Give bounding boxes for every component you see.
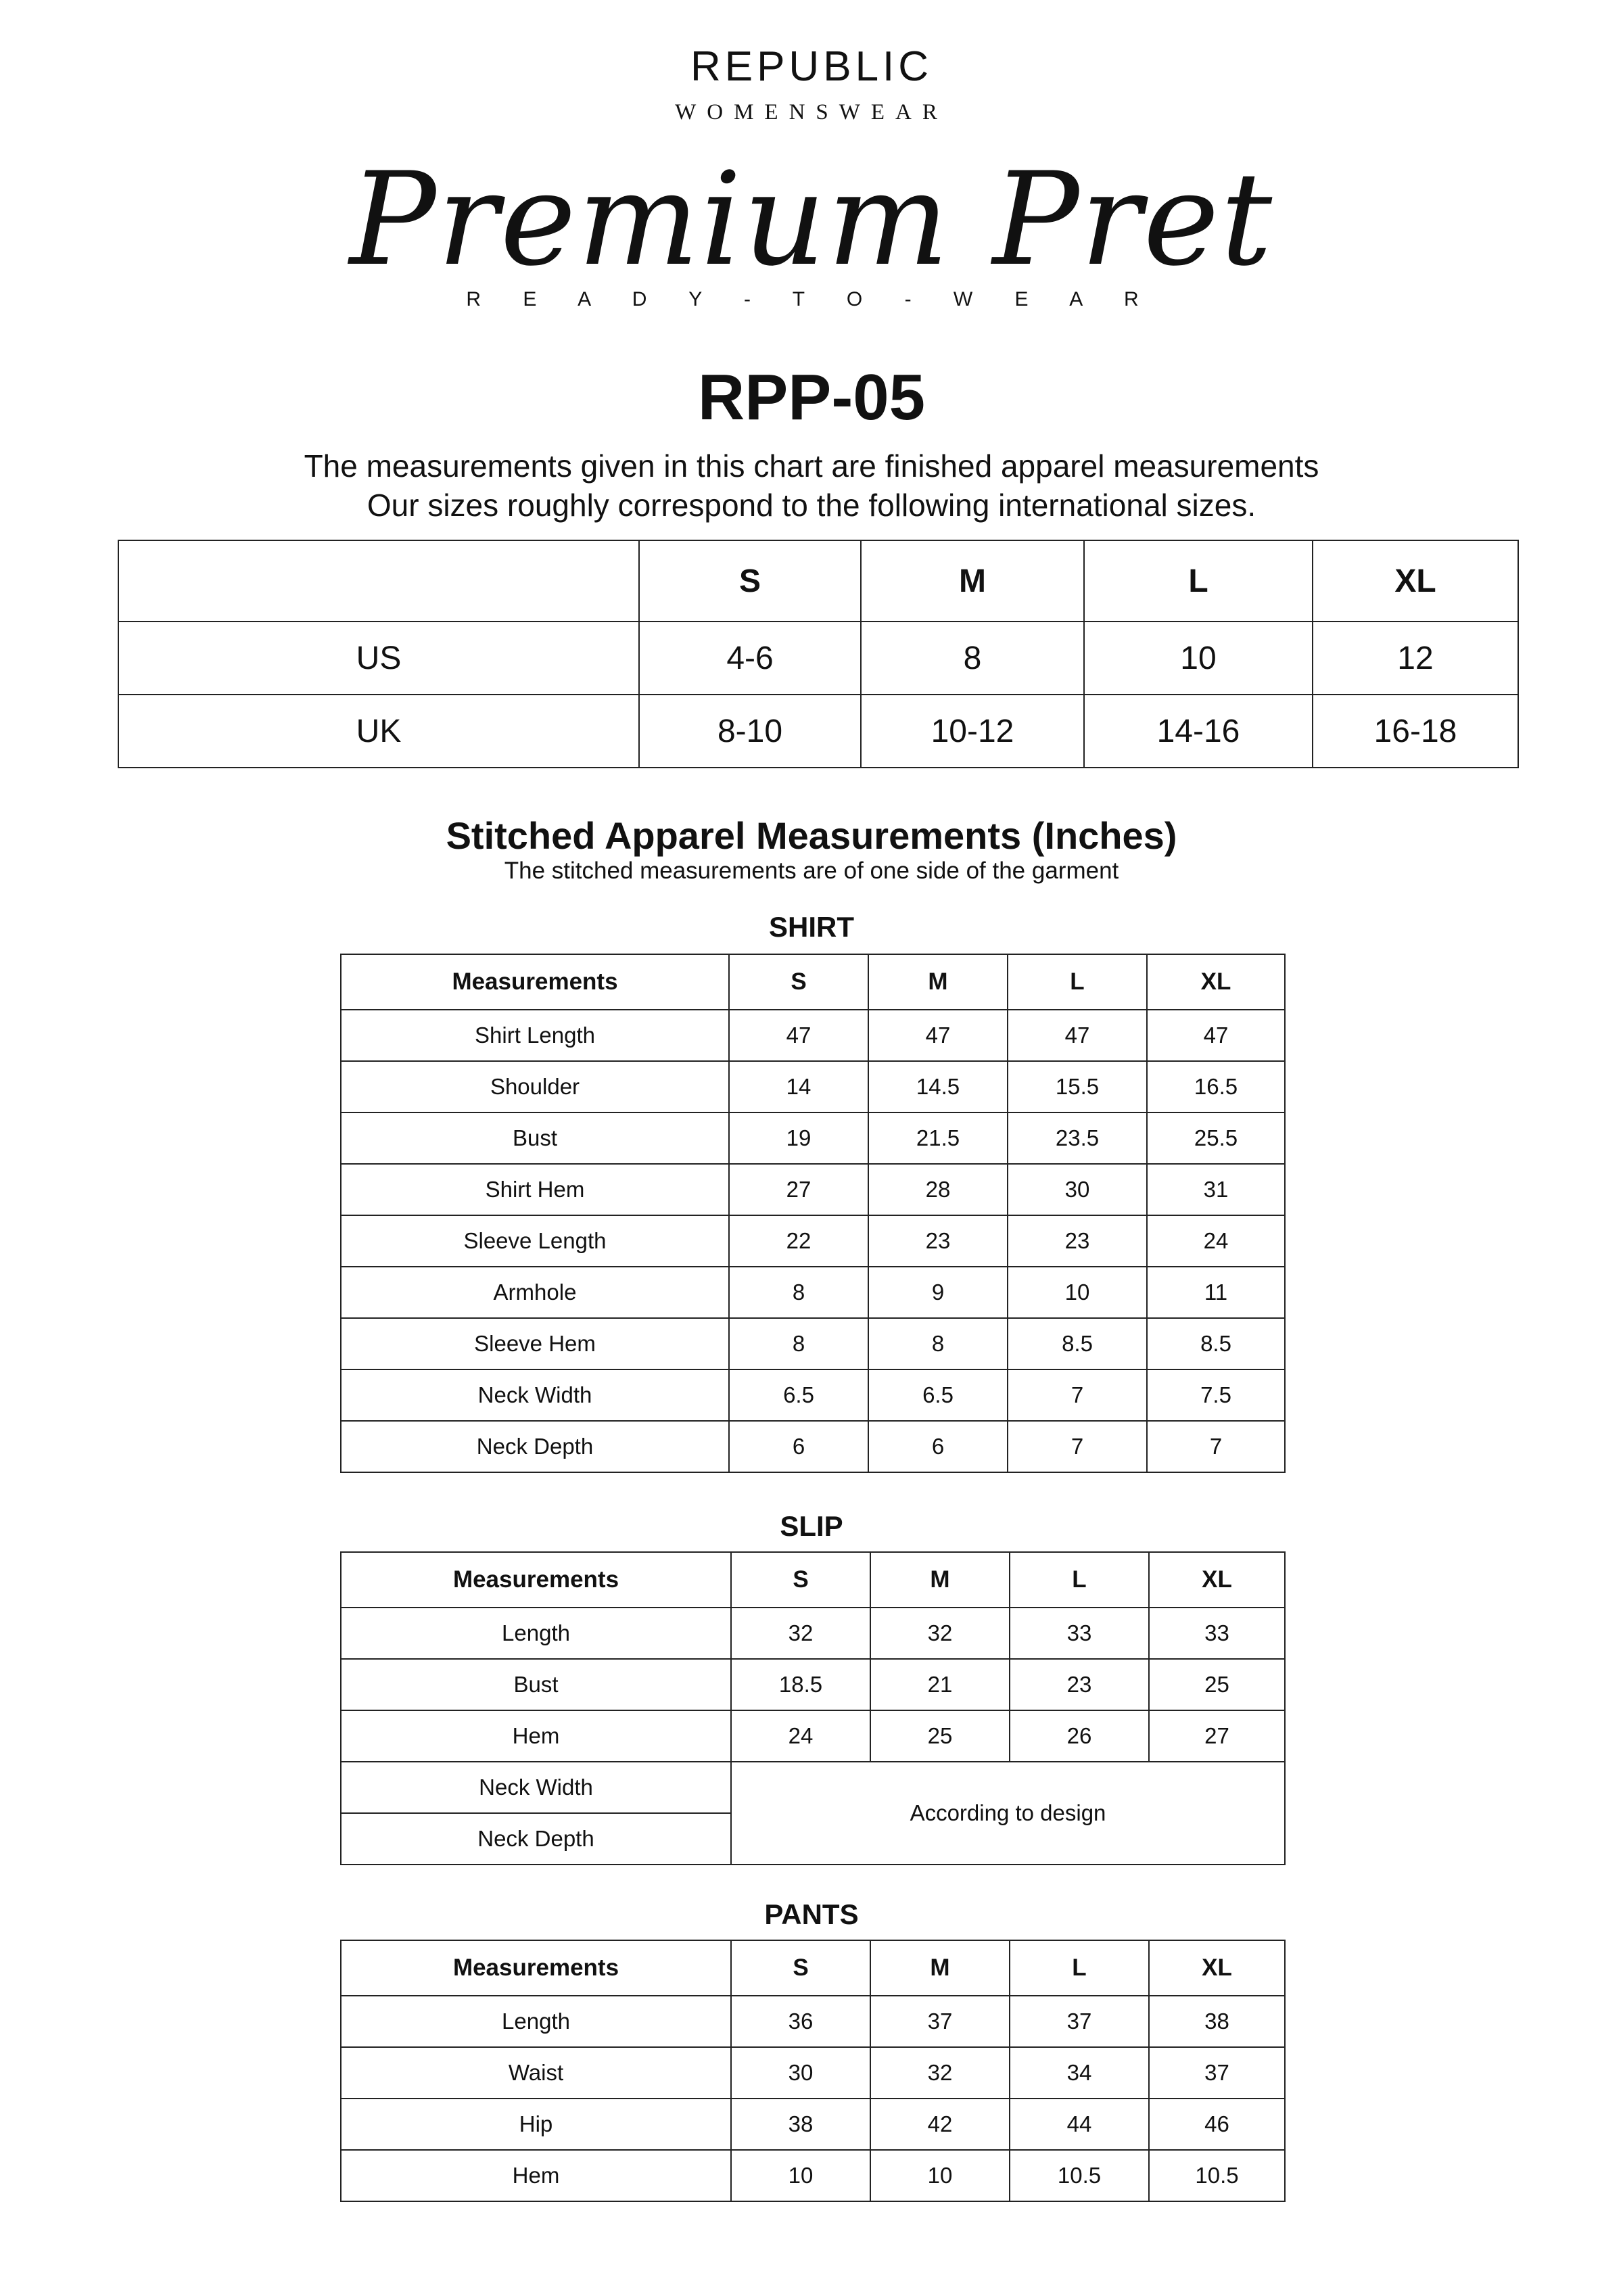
table-row: [341, 2150, 1285, 2201]
table-cell: 24: [1147, 1215, 1285, 1267]
table-cell: 37: [1149, 2047, 1285, 2099]
table-cell: 16.5: [1147, 1061, 1285, 1112]
table-cell: 8: [861, 622, 1084, 695]
table-header-row: [118, 540, 1518, 622]
stitched-subtitle: The stitched measurements are of one side of the garment: [504, 858, 1119, 884]
table-row: [341, 1267, 1285, 1318]
table-cell: 7: [1008, 1421, 1147, 1472]
row-label: Hem: [341, 1710, 731, 1762]
header-cell: XL: [1313, 540, 1518, 622]
table-cell: 18.5: [731, 1659, 870, 1710]
table-cell: 26: [1010, 1710, 1149, 1762]
table-cell: 31: [1147, 1164, 1285, 1215]
brand-tagline: WOMENSWEAR: [675, 100, 948, 124]
row-label: Shoulder: [341, 1061, 729, 1112]
stitched-title: Stitched Apparel Measurements (Inches): [446, 814, 1177, 857]
table-cell: 32: [731, 1608, 870, 1659]
table-cell: 47: [729, 1010, 868, 1061]
table-cell: 25.5: [1147, 1112, 1285, 1164]
table-row: [341, 1061, 1285, 1112]
table-cell: 4-6: [639, 622, 861, 695]
table-cell: 12: [1313, 622, 1518, 695]
table-cell: 7.5: [1147, 1369, 1285, 1421]
row-label: Length: [341, 1608, 731, 1659]
table-header-row: [341, 1552, 1285, 1608]
table-cell: 38: [731, 2099, 870, 2150]
table-cell: 21: [870, 1659, 1010, 1710]
intro-line-1: The measurements given in this chart are finished apparel measurements: [304, 448, 1319, 484]
table-cell: 11: [1147, 1267, 1285, 1318]
header-cell: M: [868, 954, 1008, 1010]
pants-title: PANTS: [764, 1898, 859, 1930]
product-code: RPP-05: [697, 361, 926, 434]
table-row: [341, 1369, 1285, 1421]
table-cell: 6.5: [729, 1369, 868, 1421]
row-label: Neck Depth: [341, 1813, 731, 1865]
table-cell: 6: [868, 1421, 1008, 1472]
table-cell: 8.5: [1008, 1318, 1147, 1369]
row-label: Shirt Length: [341, 1010, 729, 1061]
header-cell: Measurements: [341, 1940, 731, 1996]
table-cell: 23: [868, 1215, 1008, 1267]
table-cell: 19: [729, 1112, 868, 1164]
table-row: [341, 1112, 1285, 1164]
table-cell: 47: [1147, 1010, 1285, 1061]
row-label: Neck Depth: [341, 1421, 729, 1472]
table-cell: 10.5: [1010, 2150, 1149, 2201]
header-cell: M: [870, 1552, 1010, 1608]
table-cell: 10.5: [1149, 2150, 1285, 2201]
row-label: Hem: [341, 2150, 731, 2201]
table-cell: 14-16: [1084, 695, 1313, 768]
table-row: [341, 1608, 1285, 1659]
table-cell: 32: [870, 2047, 1010, 2099]
intro-text: [0, 446, 1623, 525]
table-cell: 23: [1008, 1215, 1147, 1267]
table-cell: 25: [1149, 1659, 1285, 1710]
table-row: [341, 2047, 1285, 2099]
table-cell: 10: [870, 2150, 1010, 2201]
table-cell: 10-12: [861, 695, 1084, 768]
header-cell: L: [1010, 1940, 1149, 1996]
table-cell: 10: [731, 2150, 870, 2201]
table-cell: 30: [1008, 1164, 1147, 1215]
shirt-title: SHIRT: [769, 911, 854, 943]
table-cell: US: [118, 622, 639, 695]
row-label: Sleeve Length: [341, 1215, 729, 1267]
table-cell: 9: [868, 1267, 1008, 1318]
design-note-cell: According to design: [731, 1762, 1285, 1865]
table-cell: 27: [1149, 1710, 1285, 1762]
header-cell: M: [870, 1940, 1010, 1996]
header-cell: S: [639, 540, 861, 622]
row-label: Hip: [341, 2099, 731, 2150]
header-cell: S: [729, 954, 868, 1010]
table-cell: 46: [1149, 2099, 1285, 2150]
table-cell: 28: [868, 1164, 1008, 1215]
international-size-table: [118, 540, 1519, 768]
table-cell: 23: [1010, 1659, 1149, 1710]
header-cell: L: [1084, 540, 1313, 622]
table-cell: 38: [1149, 1996, 1285, 2047]
table-row: [341, 1318, 1285, 1369]
slip-title: SLIP: [780, 1510, 843, 1542]
table-row: [341, 1164, 1285, 1215]
table-cell: 47: [868, 1010, 1008, 1061]
table-cell: 36: [731, 1996, 870, 2047]
table-cell: 33: [1010, 1608, 1149, 1659]
table-cell: 42: [870, 2099, 1010, 2150]
table-cell: 24: [731, 1710, 870, 1762]
table-cell: 33: [1149, 1608, 1285, 1659]
table-cell: 14.5: [868, 1061, 1008, 1112]
table-cell: 22: [729, 1215, 868, 1267]
table-cell: 21.5: [868, 1112, 1008, 1164]
table-row: [341, 1421, 1285, 1472]
table-header-row: [341, 1940, 1285, 1996]
row-label: Armhole: [341, 1267, 729, 1318]
table-cell: 15.5: [1008, 1061, 1147, 1112]
row-label: Neck Width: [341, 1762, 731, 1813]
table-row: [341, 2099, 1285, 2150]
table-cell: UK: [118, 695, 639, 768]
table-cell: 27: [729, 1164, 868, 1215]
table-cell: 16-18: [1313, 695, 1518, 768]
collection-logo: Premium Pret: [349, 145, 1274, 294]
table-cell: 14: [729, 1061, 868, 1112]
table-cell: 10: [1008, 1267, 1147, 1318]
table-cell: 32: [870, 1608, 1010, 1659]
pants-table: [340, 1940, 1286, 2202]
table-row: [341, 1710, 1285, 1762]
table-cell: 7: [1008, 1369, 1147, 1421]
row-label: Bust: [341, 1659, 731, 1710]
header-cell: L: [1008, 954, 1147, 1010]
row-label: Bust: [341, 1112, 729, 1164]
table-cell: 23.5: [1008, 1112, 1147, 1164]
row-label: Shirt Hem: [341, 1164, 729, 1215]
table-cell: 6: [729, 1421, 868, 1472]
table-cell: 37: [1010, 1996, 1149, 2047]
header-cell: Measurements: [341, 954, 729, 1010]
table-cell: 10: [1084, 622, 1313, 695]
header-cell: XL: [1149, 1552, 1285, 1608]
table-cell: 30: [731, 2047, 870, 2099]
header-cell: S: [731, 1940, 870, 1996]
table-cell: 7: [1147, 1421, 1285, 1472]
table-cell: 44: [1010, 2099, 1149, 2150]
table-row: [341, 1010, 1285, 1061]
table-cell: 47: [1008, 1010, 1147, 1061]
header-cell: L: [1010, 1552, 1149, 1608]
shirt-table: [340, 954, 1286, 1473]
table-row: [118, 622, 1518, 695]
table-cell: 8: [729, 1318, 868, 1369]
table-cell: 6.5: [868, 1369, 1008, 1421]
table-row: [341, 1215, 1285, 1267]
table-row: [341, 1762, 1285, 1813]
header-cell: [118, 540, 639, 622]
table-cell: 8.5: [1147, 1318, 1285, 1369]
header-cell: S: [731, 1552, 870, 1608]
table-cell: 37: [870, 1996, 1010, 2047]
brand-name: REPUBLIC: [690, 43, 933, 90]
table-row: [341, 1996, 1285, 2047]
header-cell: XL: [1147, 954, 1285, 1010]
table-cell: 8: [729, 1267, 868, 1318]
table-cell: 34: [1010, 2047, 1149, 2099]
header-cell: Measurements: [341, 1552, 731, 1608]
table-row: [118, 695, 1518, 768]
intro-line-2: Our sizes roughly correspond to the following international sizes.: [367, 488, 1256, 523]
table-cell: 25: [870, 1710, 1010, 1762]
row-label: Waist: [341, 2047, 731, 2099]
slip-table: [340, 1551, 1286, 1865]
header-cell: M: [861, 540, 1084, 622]
table-header-row: [341, 954, 1285, 1010]
table-cell: 8: [868, 1318, 1008, 1369]
row-label: Sleeve Hem: [341, 1318, 729, 1369]
row-label: Neck Width: [341, 1369, 729, 1421]
collection-subtitle: R E A D Y - T O - W E A R: [466, 288, 1157, 310]
header-cell: XL: [1149, 1940, 1285, 1996]
table-cell: 8-10: [639, 695, 861, 768]
row-label: Length: [341, 1996, 731, 2047]
table-row: [341, 1659, 1285, 1710]
